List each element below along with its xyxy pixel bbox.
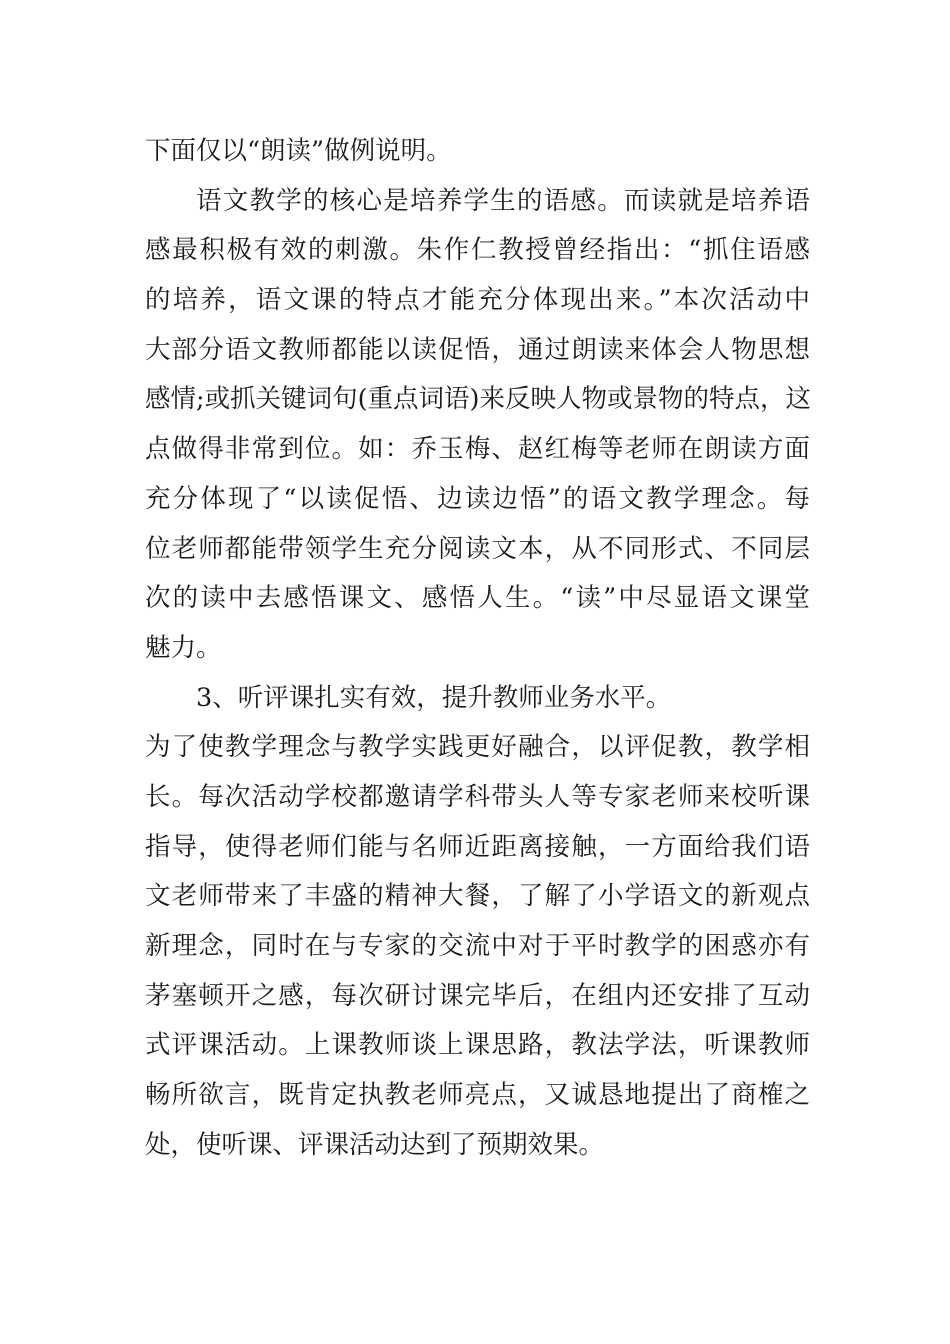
text-line: 的培养，语文课的特点才能充分体现出来。”本次活动中 [145,285,810,315]
text-line: 式评课活动。上课教师谈上课思路，教法学法，听课教师 [145,1030,810,1060]
text-line: 文老师带来了丰盛的精神大餐，了解了小学语文的新观点 [145,881,810,911]
text-line: 指导，使得老师们能与名师近距离接触，一方面给我们语 [145,832,810,862]
text-line: 次的读中去感悟课文、感悟人生。“读”中尽显语文课堂 [145,583,810,613]
text-line: 魅力。 [145,633,222,663]
text-line: 感最积极有效的刺激。朱作仁教授曾经指出：“抓住语感 [145,235,810,265]
text-line: 长。每次活动学校都邀请学科带头人等专家老师来校听课 [145,782,810,812]
text-line: 处，使听课、评课活动达到了预期效果。 [145,1130,605,1160]
text-line: 大部分语文教师都能以读促悟，通过朗读来体会人物思想 [145,335,810,365]
text-line: 新理念，同时在与专家的交流中对于平时教学的困惑亦有 [145,931,810,961]
text-line: 茅塞顿开之感，每次研讨课完毕后，在组内还安排了互动 [145,981,810,1011]
text-line: 点做得非常到位。如：乔玉梅、赵红梅等老师在朗读方面 [145,434,810,464]
text-line: 充分体现了“以读促悟、边读边悟”的语文教学理念。每 [145,484,810,514]
section-heading: 3、听评课扎实有效，提升教师业务水平。 [196,683,672,713]
text-line: 畅所欲言，既肯定执教老师亮点，又诚恳地提出了商榷之 [145,1080,810,1110]
text-line: 感情;或抓关键词句(重点词语)来反映人物或景物的特点，这 [145,384,811,414]
paragraph-first-line: 语文教学的核心是培养学生的语感。而读就是培养语 [196,186,810,216]
text-line: 为了使教学理念与教学实践更好融合，以评促教，教学相 [145,732,810,762]
text-line: 位老师都能带领学生充分阅读文本，从不同形式、不同层 [145,534,810,564]
text-line: 下面仅以“朗读”做例说明。 [145,136,452,166]
